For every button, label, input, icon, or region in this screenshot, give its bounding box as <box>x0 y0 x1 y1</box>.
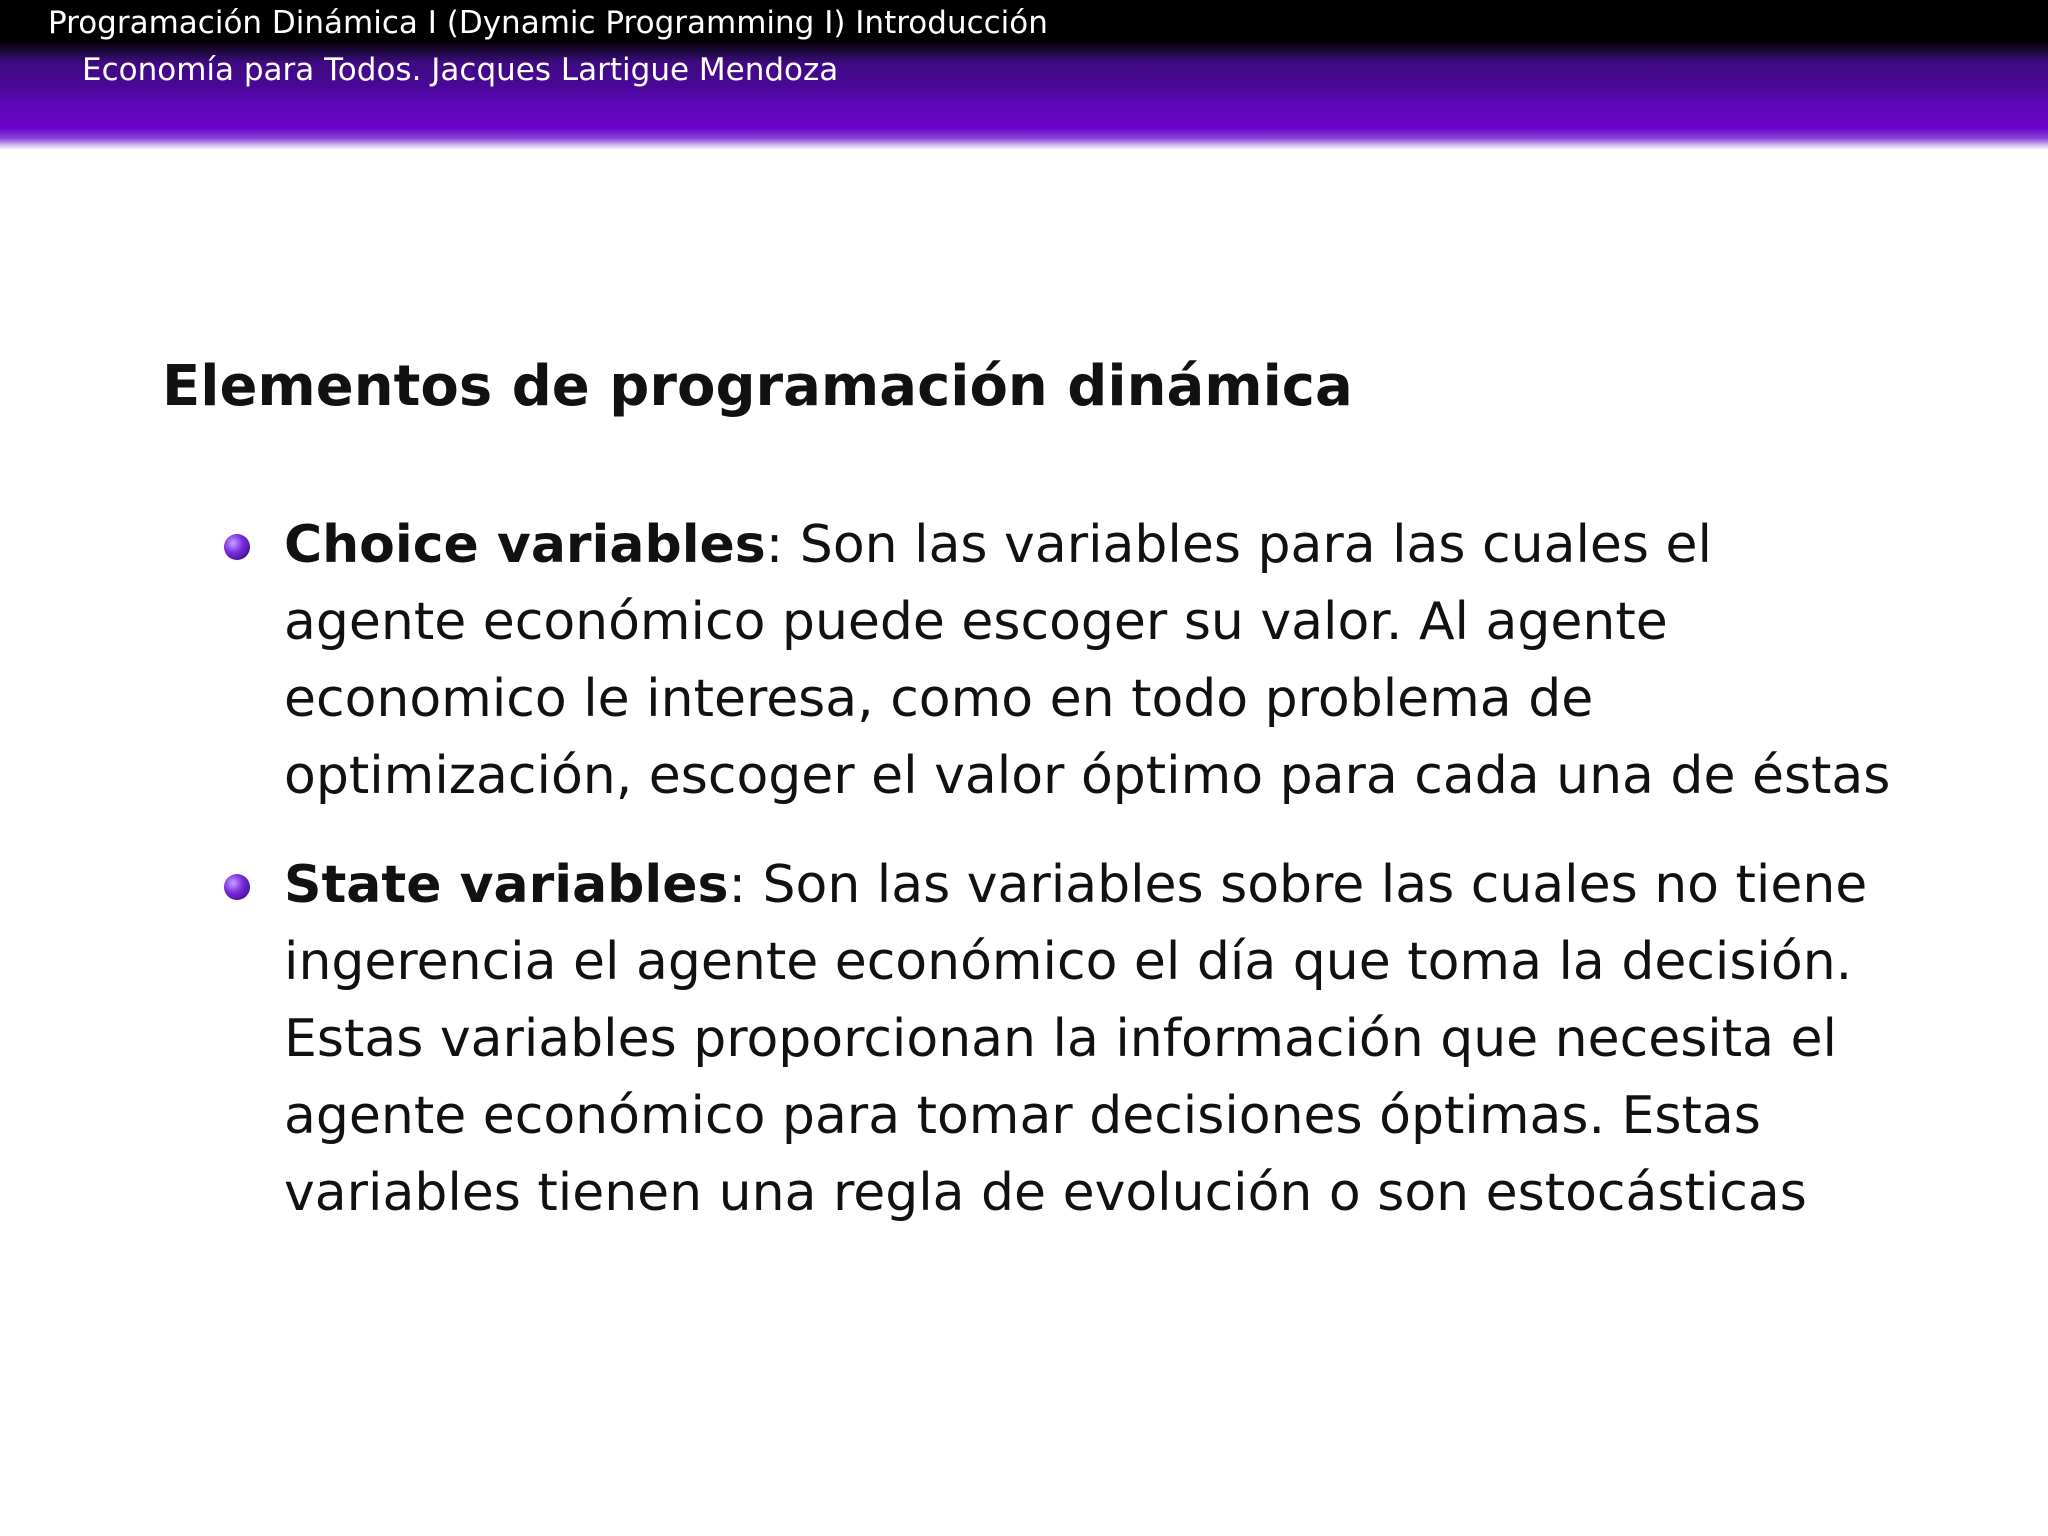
item-separator: : <box>765 515 784 575</box>
bullet-list <box>284 507 1894 1264</box>
item-term: Choice variables <box>284 515 766 575</box>
item-text: Son las variables para las cuales el agente económico puede escoger su valor. Al agente economico le interesa, como en todo problema de optimización, escoger el valor óptimo para cada una de éstas <box>284 515 1891 806</box>
bullet-icon <box>224 534 250 560</box>
header-subtitle: Economía para Todos. Jacques Lartigue Mendoza <box>82 52 839 88</box>
item-text: Son las variables sobre las cuales no tiene ingerencia el agente económico el día que toma la decisión. Estas variables proporcionan la información que necesita el agente económico para tomar decisiones óptimas. Estas variables tienen una regla de evolución o son estocásticas <box>284 855 1868 1223</box>
list-item-choice-variables <box>284 507 1894 815</box>
item-separator: : <box>728 855 746 915</box>
slide-header <box>0 0 2048 150</box>
header-title: Programación Dinámica I (Dynamic Programming I) Introducción <box>48 5 1048 41</box>
slide-title: Elementos de programación dinámica <box>162 354 1353 419</box>
item-term: State variables <box>284 855 729 915</box>
list-item-state-variables <box>284 847 1894 1232</box>
bullet-icon <box>224 874 250 900</box>
